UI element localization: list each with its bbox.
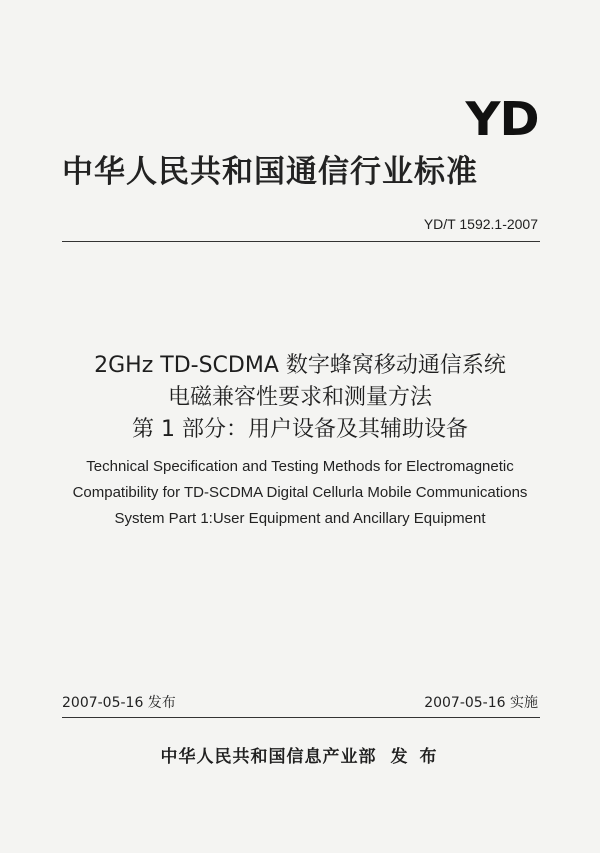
- publisher-action: 发 布: [390, 747, 440, 767]
- publisher-line: [0, 742, 600, 767]
- top-divider: [62, 241, 540, 242]
- issue-date: 2007-05-16 发布: [62, 695, 176, 711]
- standard-number: YD/T 1592.1-2007: [423, 216, 538, 232]
- implement-date: 2007-05-16 实施: [424, 695, 538, 711]
- yd-logo: YD: [465, 92, 538, 146]
- publisher-name: 中华人民共和国信息产业部: [160, 747, 377, 767]
- bottom-divider: [62, 717, 540, 718]
- en-title-line-2: Compatibility for TD-SCDMA Digital Cellurla Mobile Communications: [72, 484, 528, 501]
- cn-title-line-1: 2GHz TD-SCDMA 数字蜂窝移动通信系统: [94, 353, 506, 378]
- en-title-line-3: System Part 1:User Equipment and Ancillary Equipment: [114, 510, 486, 527]
- cn-title-line-3: 第 1 部分：用户设备及其辅助设备: [132, 417, 468, 442]
- org-title: 中华人民共和国通信行业标准: [62, 154, 478, 190]
- cn-title-line-2: 电磁兼容性要求和测量方法: [167, 385, 432, 410]
- en-title-line-1: Technical Specification and Testing Methods for Electromagnetic: [86, 458, 514, 475]
- title-block: [40, 350, 560, 532]
- en-title: [40, 454, 560, 532]
